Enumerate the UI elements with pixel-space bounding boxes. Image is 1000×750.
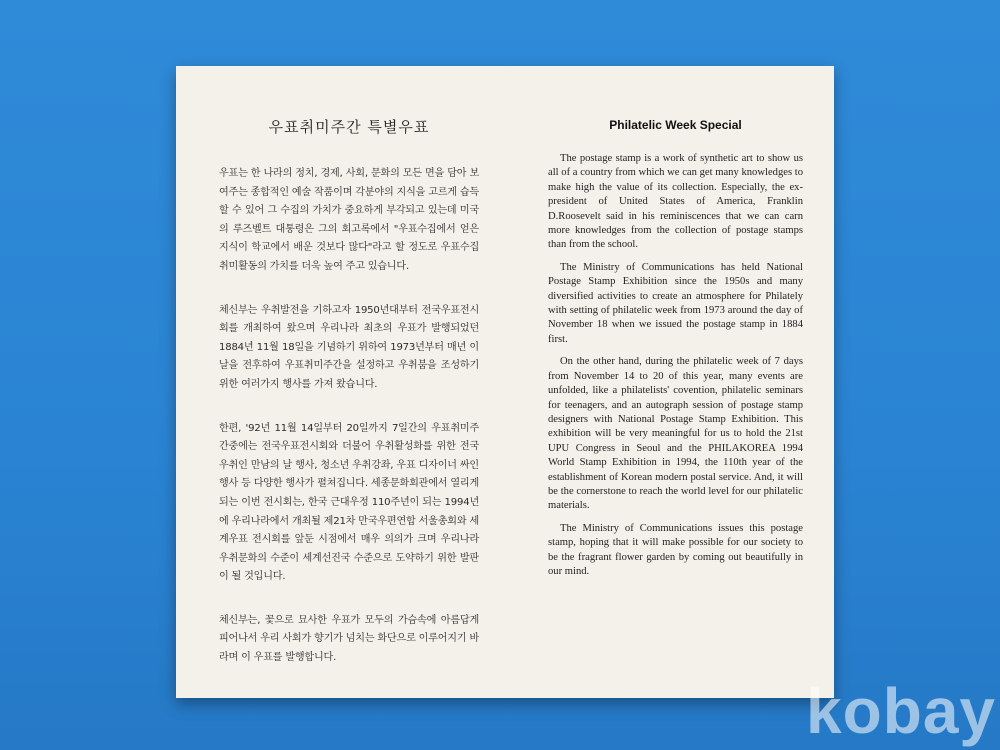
english-paragraph-2: The Ministry of Communications has held National Postage Stamp Exhibition since the 1950s and many diversified activities to create an atmosphere for Philately with setting of philatelic week from 1973 around the day of November 18 when we issued the postage stamp in 1884 first. <box>548 261 803 345</box>
english-paragraph-3: On the other hand, during the philatelic week of 7 days from November 14 to 20 of this year, many events are unfolded, like a philatelists' covention, philatelic seminars for teenagers, and an autograph session of postage stamp designers with National Postage Stamp Exhibition. This exhibition will be very meaningful for us to hold the 21st UPU Congress in Seoul and the PHILAKOREA 1994 World Stamp Exhibition in 1994, the 110th year of the establishment of Korean modern postal service. And, it will be the cornerstone to reach the world level for our philatelic materials. <box>548 356 803 512</box>
english-paragraph-4: The Ministry of Communications issues this postage stamp, hoping that it will make possible for our society to be the fragrant flower garden by coming out beautifully in our mind. <box>548 522 803 577</box>
korean-paragraph-4: 체신부는, 꽃으로 묘사한 우표가 모두의 가슴속에 아름답게 피어나서 우리 사회가 향기가 넘치는 화단으로 이루어지기 바라며 이 우표를 발행합니다. <box>219 614 479 664</box>
korean-paragraph-1: 우표는 한 나라의 정치, 경제, 사회, 문화의 모든 면을 담아 보여주는 종합적인 예술 작품이며 각분야의 지식을 고르게 습득할 수 있어 그 수집의 가치가 중요하게 부각되고 있는데 미국의 루즈벨트 대통령은 그의 회고록에서 "우표수집에서 얻은 지식이 학교에서 배운 것보다 많다"라고 할 정도로 우표수집 취미활동의 가치를 더욱 높여 주고 있습니다. <box>219 168 479 272</box>
english-paragraph-1: The postage stamp is a work of synthetic art to show us all of a country from which we can get many knowledges to make high the value of its collection. Especially, the ex-president of United States of America, Franklin D.Roosevelt said in his reminiscences that we can carn more knowledges from the collection of postage stamps than from the school. <box>548 153 803 251</box>
document-card <box>176 66 834 698</box>
korean-column <box>219 116 479 693</box>
korean-paragraph-2: 체신부는 우취발전을 기하고자 1950년대부터 전국우표전시회를 개최하여 왔으며 우리나라 최초의 우표가 발행되었던 1884년 11월 18일을 기념하기 위하여 1973년부터 매년 이 날을 전후하여 우표취미주간을 설정하고 우취붐을 조성하기 위한 여러가지 행사를 가져 왔습니다. <box>219 304 479 390</box>
watermark-logo: kobay <box>806 675 996 747</box>
korean-paragraph-3: 한편, '92년 11월 14일부터 20일까지 7일간의 우표취미주간중에는 전국우표전시회와 더불어 우취활성화를 위한 전국 우취인 만남의 날 행사, 청소년 우취강좌, 우표 디자이너 싸인 행사 등 다양한 행사가 펼쳐집니다. 세종문화회관에서 열리게 되는 이번 전시회는, 한국 근대우정 110주년이 되는 1994년에 우리나라에서 개최될 제21차 만국우편연합 서울총회와 세계우표 전시회를 앞둔 시점에서 매우 의의가 크며 우리나라 우취문화의 수준이 세계선진국 수준으로 도약하기 위한 발판이 될 것입니다. <box>219 422 479 583</box>
korean-title: 우표취미주간 특별우표 <box>268 118 430 136</box>
english-column <box>548 118 803 587</box>
english-title: Philatelic Week Special <box>609 118 742 132</box>
